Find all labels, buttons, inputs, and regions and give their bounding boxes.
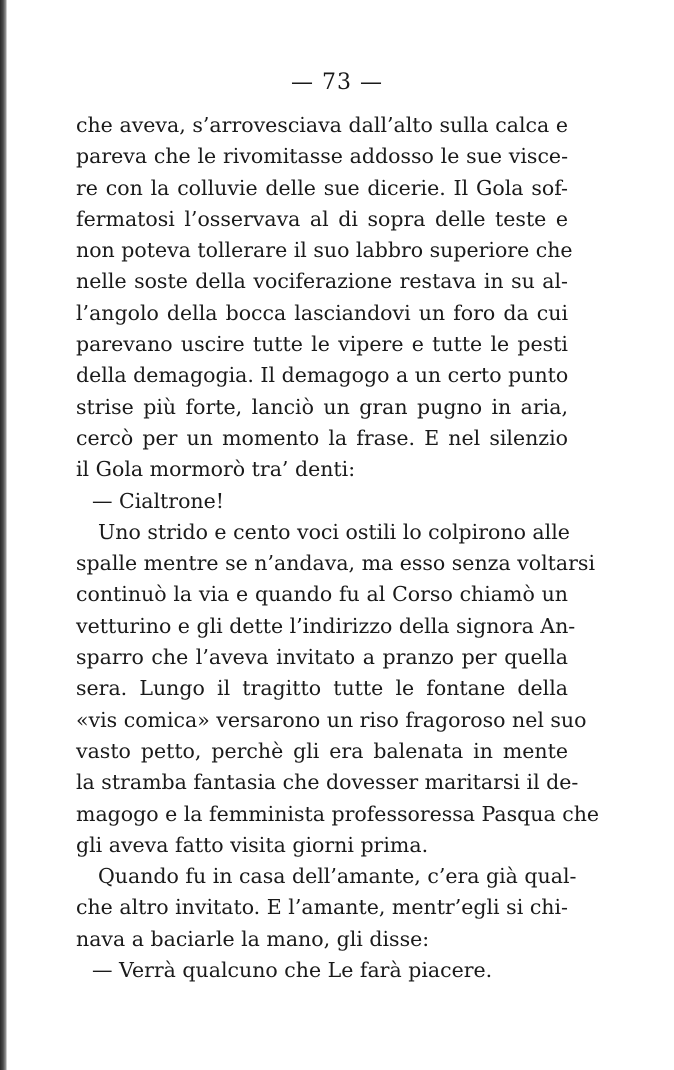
text-line: cercò per un momento la frase. E nel silenzio [76,425,568,450]
body-text [76,110,600,986]
page-number: — 73 — [291,70,383,95]
text-line: — Cialtrone! [92,488,224,513]
text-line: Uno strido e cento voci ostili lo colpirono alle [98,519,570,544]
text-line: non poteva tollerare il suo labbro superiore che [76,238,573,263]
text-line: fermatosi l’osservava al di sopra delle teste e [76,206,568,231]
text-line: vasto petto, perchè gli era balenata in mente [76,738,568,763]
text-line: che altro invitato. E l’amante, mentr’egli si chi- [76,895,568,920]
text-line: sparro che l’aveva invitato a pranzo per quella [76,645,568,670]
text-line: il Gola mormorò tra’ denti: [76,457,356,482]
text-line: «vis comica» versarono un riso fragoroso nel suo [76,707,587,732]
text-line: pareva che le rivomitasse addosso le sue visce- [76,144,568,169]
text-line: nava a baciarle la mano, gli disse: [76,926,430,951]
text-line: che aveva, s’arrovesciava dall’alto sulla calca e [76,113,568,137]
text-line: continuò la via e quando fu al Corso chiamò un [76,582,568,607]
text-line: gli aveva fatto visita giorni prima. [76,832,429,857]
text-line: spalle mentre se n’andava, ma esso senza voltarsi [76,551,595,576]
text-line: re con la colluvie delle sue dicerie. Il Gola sof- [76,175,568,200]
text-line: sera. Lungo il tragitto tutte le fontane della [76,676,568,701]
text-line: l’angolo della bocca lasciandovi un foro da cui [76,300,568,325]
text-line: della demagogia. Il demagogo a un certo punto [76,363,569,388]
text-line: nelle soste della vociferazione restava in su al- [76,269,568,294]
page-binding-edge [0,0,7,1070]
text-line: strise più forte, lanciò un gran pugno in aria, [76,394,568,419]
text-line: vetturino e gli dette l’indirizzo della signora An- [76,613,576,638]
text-line: parevano uscire tutte le vipere e tutte le pesti [76,332,568,357]
text-line: la stramba fantasia che dovesser maritarsi il de- [76,770,579,795]
text-line: — Verrà qualcuno che Le farà piacere. [92,958,493,983]
text-line: magogo e la femminista professoressa Pasqua che [76,801,600,826]
text-line: Quando fu in casa dell’amante, c’era già qual- [98,864,577,889]
